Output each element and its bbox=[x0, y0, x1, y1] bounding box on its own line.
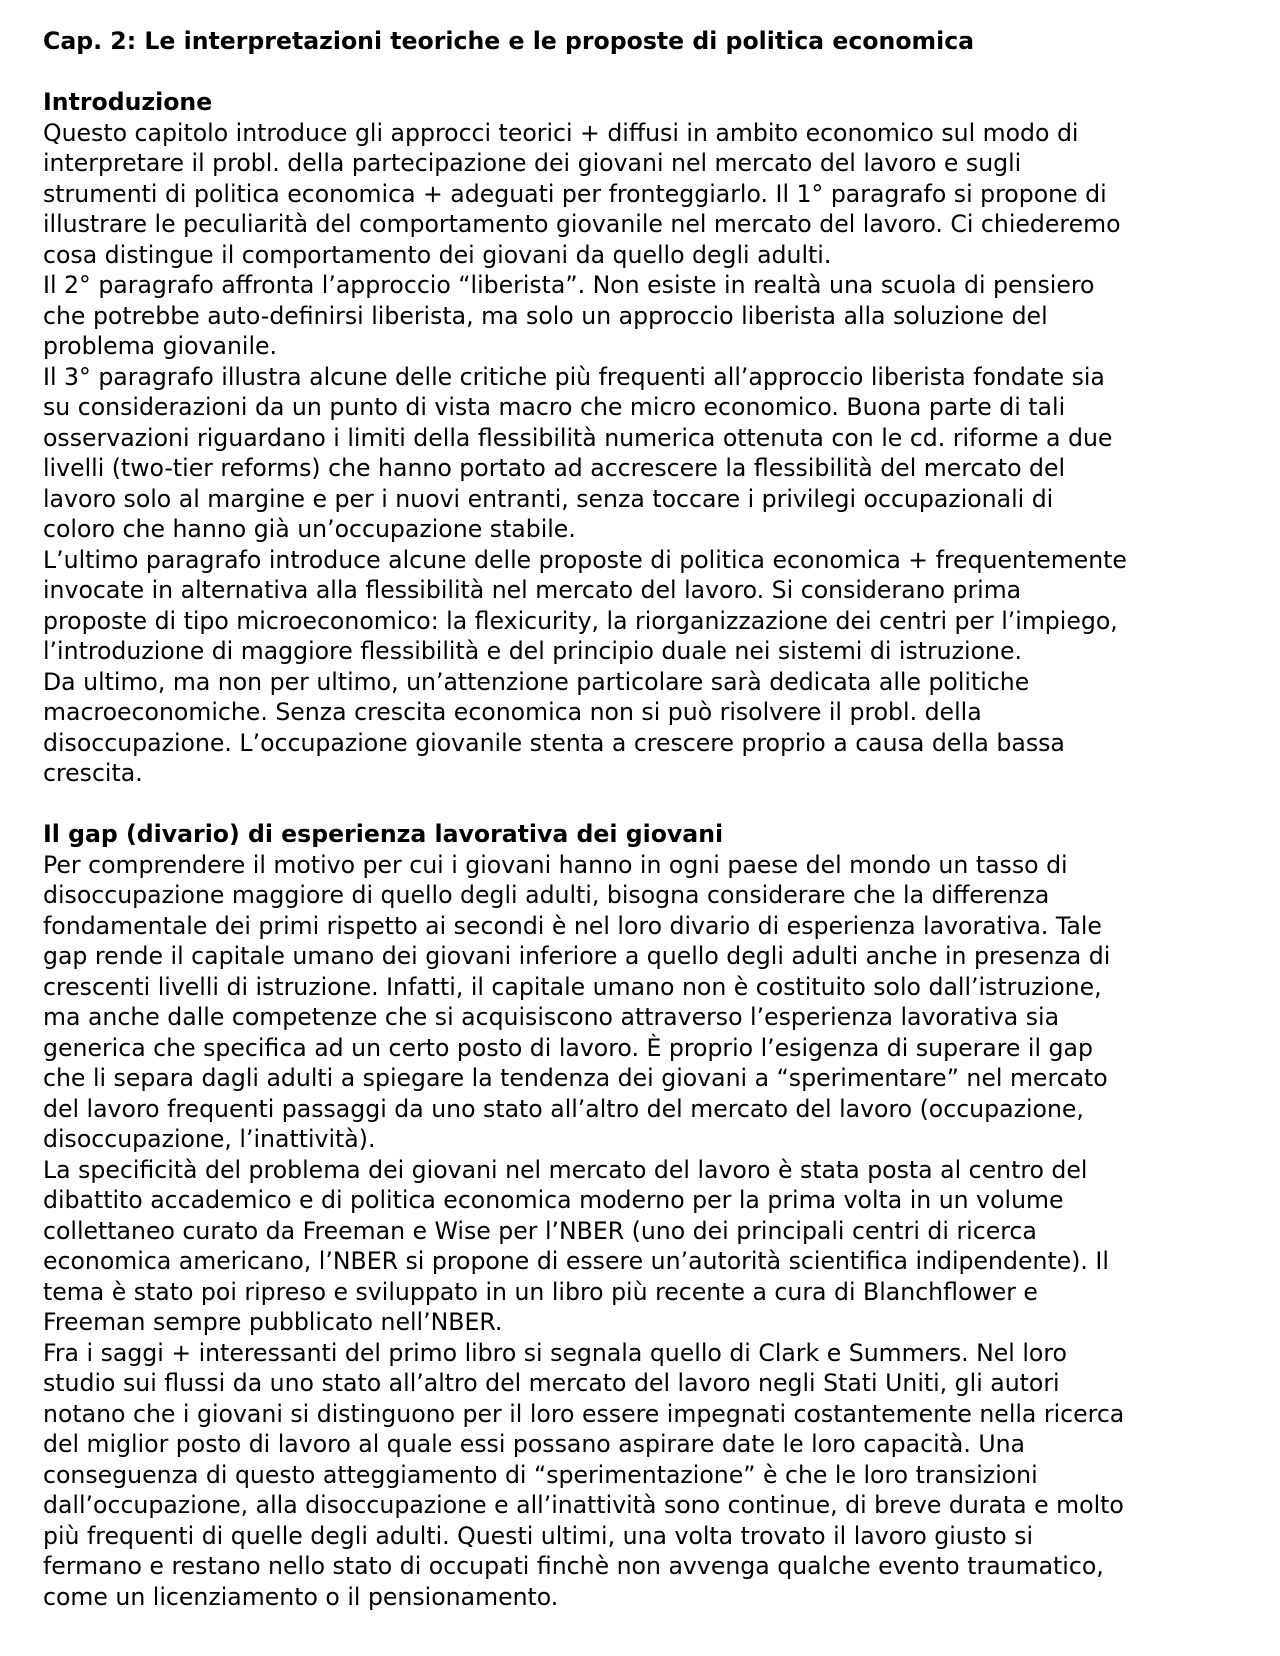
text-line: che potrebbe auto-definirsi liberista, ma solo un approccio liberista alla soluzione del bbox=[43, 301, 1048, 330]
text-line: Freeman sempre pubblicato nell’NBER. bbox=[43, 1308, 503, 1336]
text-line: invocate in alternativa alla flessibilità nel mercato del lavoro. Si considerano prima bbox=[43, 576, 1022, 604]
document-page bbox=[43, 26, 1258, 1612]
text-line: coloro che hanno già un’occupazione stabile. bbox=[43, 515, 576, 543]
text-line: fondamentale dei primi rispetto ai secondi è nel loro divario di esperienza lavorativa. Tale bbox=[43, 911, 1102, 940]
text-line: dibattito accademico e di politica economica moderno per la prima volta in un volume bbox=[43, 1186, 1064, 1214]
text-line: disoccupazione maggiore di quello degli adulti, bisogna considerare che la differenza bbox=[43, 881, 1050, 909]
text-line: l’introduzione di maggiore flessibilità e del principio duale nei sistemi di istruzione. bbox=[43, 637, 1022, 665]
chapter-title: Cap. 2: Le interpretazioni teoriche e le proposte di politica economica bbox=[43, 27, 975, 55]
text-line: su considerazioni da un punto di vista macro che micro economico. Buona parte di tali bbox=[43, 393, 1066, 421]
text-line: disoccupazione, l’inattività). bbox=[43, 1125, 376, 1153]
text-line: proposte di tipo microeconomico: la flexicurity, la riorganizzazione dei centri per l’impiego, bbox=[43, 606, 1118, 635]
text-line: crescenti livelli di istruzione. Infatti, il capitale umano non è costituito solo dall’istruzione, bbox=[43, 972, 1102, 1001]
text-line: macroeconomiche. Senza crescita economica non si può risolvere il probl. della bbox=[43, 698, 982, 726]
text-line: gap rende il capitale umano dei giovani inferiore a quello degli adulti anche in presenza di bbox=[43, 942, 1111, 970]
text-line: Il 2° paragrafo affronta l’approccio “liberista”. Non esiste in realtà una scuola di pensiero bbox=[43, 271, 1095, 299]
text-line: disoccupazione. L’occupazione giovanile stenta a crescere proprio a causa della bassa bbox=[43, 728, 1065, 757]
text-line: conseguenza di questo atteggiamento di “sperimentazione” è che le loro transizioni bbox=[43, 1460, 1038, 1489]
text-line: generica che specifica ad un certo posto di lavoro. È proprio l’esigenza di superare il gap bbox=[43, 1033, 1093, 1062]
blank-line bbox=[43, 57, 1258, 88]
text-line: cosa distingue il comportamento dei giovani da quello degli adulti. bbox=[43, 240, 832, 269]
text-line: del lavoro frequenti passaggi da uno stato all’altro del mercato del lavoro (occupazione, bbox=[43, 1094, 1084, 1123]
text-line: illustrare le peculiarità del comportamento giovanile nel mercato del lavoro. Ci chiederemo bbox=[43, 210, 1121, 238]
text-line: livelli (two-tier reforms) che hanno portato ad accrescere la flessibilità del mercato del bbox=[43, 454, 1066, 482]
text-line: osservazioni riguardano i limiti della flessibilità numerica ottenuta con le cd. riforme a due bbox=[43, 423, 1113, 452]
blank-line bbox=[43, 789, 1258, 820]
text-line: La specificità del problema dei giovani nel mercato del lavoro è stata posta al centro del bbox=[43, 1155, 1088, 1184]
section-gap-esperienza bbox=[43, 819, 1258, 1612]
text-line: Da ultimo, ma non per ultimo, un’attenzione particolare sarà dedicata alle politiche bbox=[43, 667, 1030, 696]
text-line: più frequenti di quelle degli adulti. Questi ultimi, una volta trovato il lavoro giusto si bbox=[43, 1521, 1034, 1550]
text-line: interpretare il probl. della partecipazione dei giovani nel mercato del lavoro e sugli bbox=[43, 149, 1022, 177]
text-line: problema giovanile. bbox=[43, 332, 278, 360]
text-line: del miglior posto di lavoro al quale essi possano aspirare date le loro capacità. Una bbox=[43, 1430, 1026, 1458]
section-heading: Introduzione bbox=[43, 88, 213, 116]
section-introduzione bbox=[43, 87, 1258, 789]
text-line: che li separa dagli adulti a spiegare la tendenza dei giovani a “sperimentare” nel mercato bbox=[43, 1064, 1108, 1092]
text-line: Questo capitolo introduce gli approcci teorici + diffusi in ambito economico sul modo di bbox=[43, 118, 1079, 147]
text-line: tema è stato poi ripreso e sviluppato in un libro più recente a cura di Blanchflower e bbox=[43, 1277, 1038, 1306]
text-line: economica americano, l’NBER si propone di essere un’autorità scientifica indipendente). Il bbox=[43, 1247, 1109, 1275]
text-line: L’ultimo paragrafo introduce alcune delle proposte di politica economica + frequentemente bbox=[43, 545, 1127, 574]
text-line: lavoro solo al margine e per i nuovi entranti, senza toccare i privilegi occupazionali di bbox=[43, 484, 1054, 513]
section-heading: Il gap (divario) di esperienza lavorativa dei giovani bbox=[43, 820, 724, 848]
text-line: Il 3° paragrafo illustra alcune delle critiche più frequenti all’approccio liberista fondate sia bbox=[43, 362, 1105, 391]
text-line: Fra i saggi + interessanti del primo libro si segnala quello di Clark e Summers. Nel loro bbox=[43, 1338, 1067, 1367]
text-line: studio sui flussi da uno stato all’altro del mercato del lavoro negli Stati Uniti, gli autori bbox=[43, 1369, 1060, 1397]
text-line: fermano e restano nello stato di occupati finchè non avvenga qualche evento traumatico, bbox=[43, 1552, 1104, 1580]
text-line: dall’occupazione, alla disoccupazione e all’inattività sono continue, di breve durata e molto bbox=[43, 1491, 1124, 1519]
text-line: come un licenziamento o il pensionamento. bbox=[43, 1582, 559, 1611]
text-line: notano che i giovani si distinguono per il loro essere impegnati costantemente nella ricerca bbox=[43, 1399, 1125, 1428]
text-line: crescita. bbox=[43, 759, 143, 787]
text-line: collettaneo curato da Freeman e Wise per l’NBER (uno dei principali centri di ricerca bbox=[43, 1216, 1037, 1245]
section-body bbox=[43, 850, 1258, 1613]
text-line: Per comprendere il motivo per cui i giovani hanno in ogni paese del mondo un tasso di bbox=[43, 850, 1068, 879]
text-line: strumenti di politica economica + adeguati per fronteggiarlo. Il 1° paragrafo si propone di bbox=[43, 179, 1107, 208]
section-body bbox=[43, 118, 1258, 789]
text-line: ma anche dalle competenze che si acquisiscono attraverso l’esperienza lavorativa sia bbox=[43, 1003, 1060, 1031]
